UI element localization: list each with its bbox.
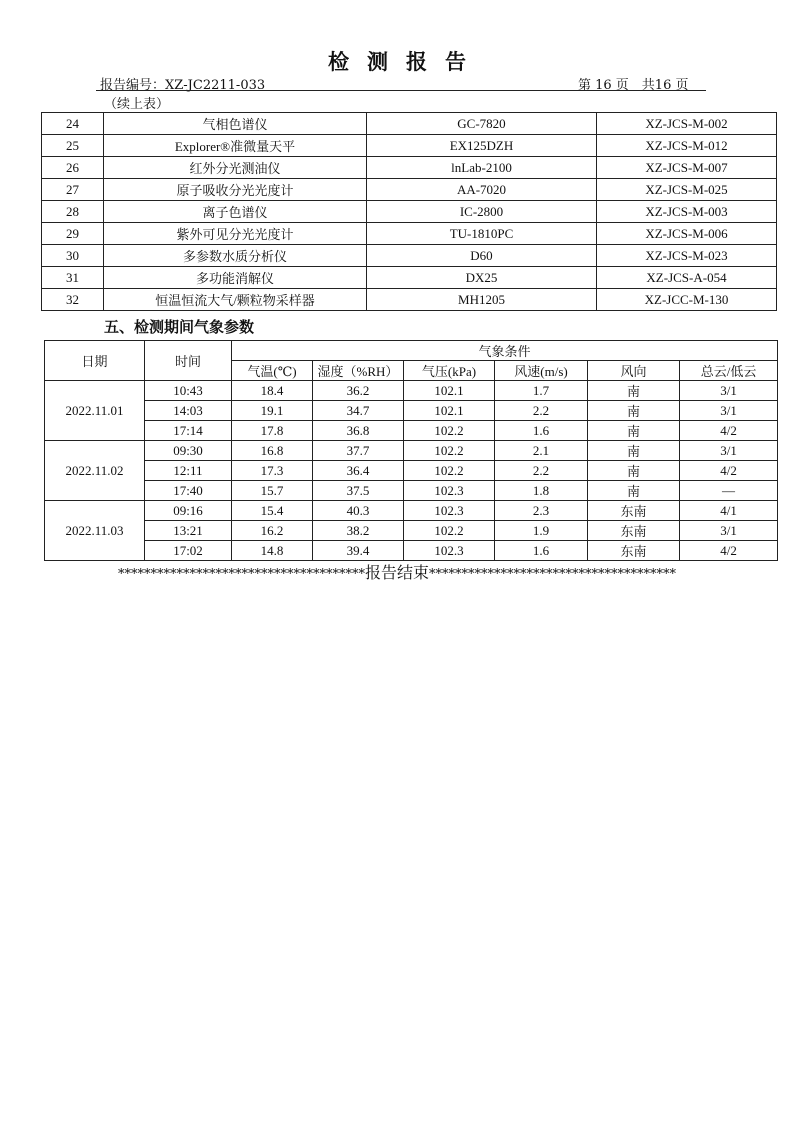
wind-direction-cell: 南	[588, 421, 680, 441]
weather-conditions-header: 气象条件	[232, 341, 778, 361]
equipment-code: XZ-JCS-M-023	[597, 245, 777, 267]
col-wind-speed-header: 风速(m/s)	[495, 361, 588, 381]
equipment-model: AA-7020	[367, 179, 597, 201]
cloud-cover-cell: 3/1	[680, 521, 778, 541]
equipment-name: Explorer®准微量天平	[104, 135, 367, 157]
equipment-model: DX25	[367, 267, 597, 289]
report-number: 报告编号：XZ-JC2211-033	[100, 78, 266, 93]
table-row	[42, 113, 777, 135]
wind-speed-cell: 1.6	[495, 421, 588, 441]
equipment-code: XZ-JCC-M-130	[597, 289, 777, 311]
table-row	[42, 157, 777, 179]
wind-speed-cell: 1.7	[495, 381, 588, 401]
equipment-number: 31	[42, 267, 104, 289]
equipment-table	[41, 112, 777, 311]
date-cell: 2022.11.01	[45, 381, 145, 441]
col-humidity-header: 湿度（%RH）	[313, 361, 404, 381]
table-row	[42, 267, 777, 289]
weather-section-title: 五、检测期间气象参数	[104, 318, 255, 336]
date-cell: 2022.11.02	[45, 441, 145, 501]
equipment-code: XZ-JCS-M-003	[597, 201, 777, 223]
wind-speed-cell: 2.1	[495, 441, 588, 461]
table-row	[42, 223, 777, 245]
equipment-model: lnLab-2100	[367, 157, 597, 179]
equipment-model: IC-2800	[367, 201, 597, 223]
humidity-cell: 38.2	[313, 521, 404, 541]
equipment-code: XZ-JCS-M-012	[597, 135, 777, 157]
pressure-cell: 102.2	[404, 461, 495, 481]
equipment-name: 紫外可见分光光度计	[104, 223, 367, 245]
pressure-cell: 102.2	[404, 521, 495, 541]
table-row	[45, 461, 778, 481]
time-cell: 17:14	[145, 421, 232, 441]
time-cell: 14:03	[145, 401, 232, 421]
table-row	[45, 381, 778, 401]
humidity-cell: 40.3	[313, 501, 404, 521]
wind-speed-cell: 1.6	[495, 541, 588, 561]
temperature-cell: 14.8	[232, 541, 313, 561]
wind-direction-cell: 南	[588, 481, 680, 501]
cloud-cover-cell: 4/1	[680, 501, 778, 521]
pressure-cell: 102.1	[404, 381, 495, 401]
date-cell: 2022.11.03	[45, 501, 145, 561]
cloud-cover-cell: —	[680, 481, 778, 501]
wind-speed-cell: 2.2	[495, 401, 588, 421]
wind-direction-cell: 南	[588, 441, 680, 461]
humidity-cell: 34.7	[313, 401, 404, 421]
equipment-number: 30	[42, 245, 104, 267]
wind-speed-cell: 2.2	[495, 461, 588, 481]
table-row	[42, 201, 777, 223]
time-cell: 13:21	[145, 521, 232, 541]
table-row	[45, 501, 778, 521]
equipment-model: GC-7820	[367, 113, 597, 135]
col-date-header: 日期	[45, 341, 145, 381]
wind-direction-cell: 东南	[588, 541, 680, 561]
equipment-name: 红外分光测油仪	[104, 157, 367, 179]
temperature-cell: 16.2	[232, 521, 313, 541]
wind-direction-cell: 东南	[588, 521, 680, 541]
time-cell: 09:16	[145, 501, 232, 521]
cloud-cover-cell: 4/2	[680, 541, 778, 561]
report-end-line	[0, 560, 794, 583]
wind-direction-cell: 南	[588, 381, 680, 401]
col-pressure-header: 气压(kPa)	[404, 361, 495, 381]
equipment-code: XZ-JCS-M-006	[597, 223, 777, 245]
equipment-name: 多参数水质分析仪	[104, 245, 367, 267]
equipment-model: TU-1810PC	[367, 223, 597, 245]
temperature-cell: 17.8	[232, 421, 313, 441]
equipment-number: 32	[42, 289, 104, 311]
wind-speed-cell: 1.8	[495, 481, 588, 501]
equipment-model: EX125DZH	[367, 135, 597, 157]
table-row	[42, 245, 777, 267]
table-row	[45, 541, 778, 561]
time-cell: 17:40	[145, 481, 232, 501]
weather-table	[44, 340, 778, 561]
continued-label: （续上表）	[104, 97, 170, 112]
humidity-cell: 37.7	[313, 441, 404, 461]
page-number: 第 16 页 共16 页	[578, 78, 689, 93]
time-cell: 12:11	[145, 461, 232, 481]
humidity-cell: 36.8	[313, 421, 404, 441]
humidity-cell: 36.2	[313, 381, 404, 401]
col-time-header: 时间	[145, 341, 232, 381]
table-row	[42, 289, 777, 311]
table-row	[45, 401, 778, 421]
equipment-code: XZ-JCS-M-007	[597, 157, 777, 179]
equipment-number: 25	[42, 135, 104, 157]
equipment-number: 29	[42, 223, 104, 245]
temperature-cell: 15.4	[232, 501, 313, 521]
col-wind-direction-header: 风向	[588, 361, 680, 381]
table-row	[45, 521, 778, 541]
pressure-cell: 102.3	[404, 541, 495, 561]
equipment-name: 多功能消解仪	[104, 267, 367, 289]
cloud-cover-cell: 3/1	[680, 401, 778, 421]
table-row	[45, 481, 778, 501]
equipment-number: 28	[42, 201, 104, 223]
col-cloud-header: 总云/低云	[680, 361, 778, 381]
cloud-cover-cell: 3/1	[680, 441, 778, 461]
wind-speed-cell: 2.3	[495, 501, 588, 521]
equipment-number: 27	[42, 179, 104, 201]
cloud-cover-cell: 4/2	[680, 421, 778, 441]
equipment-name: 原子吸收分光光度计	[104, 179, 367, 201]
time-cell: 09:30	[145, 441, 232, 461]
pressure-cell: 102.2	[404, 441, 495, 461]
temperature-cell: 17.3	[232, 461, 313, 481]
temperature-cell: 19.1	[232, 401, 313, 421]
humidity-cell: 36.4	[313, 461, 404, 481]
humidity-cell: 37.5	[313, 481, 404, 501]
equipment-name: 离子色谱仪	[104, 201, 367, 223]
wind-direction-cell: 南	[588, 461, 680, 481]
equipment-code: XZ-JCS-A-054	[597, 267, 777, 289]
equipment-model: MH1205	[367, 289, 597, 311]
wind-speed-cell: 1.9	[495, 521, 588, 541]
end-stars-right: **************************************	[429, 567, 676, 582]
humidity-cell: 39.4	[313, 541, 404, 561]
time-cell: 17:02	[145, 541, 232, 561]
equipment-model: D60	[367, 245, 597, 267]
time-cell: 10:43	[145, 381, 232, 401]
temperature-cell: 15.7	[232, 481, 313, 501]
wind-direction-cell: 南	[588, 401, 680, 421]
equipment-code: XZ-JCS-M-025	[597, 179, 777, 201]
temperature-cell: 18.4	[232, 381, 313, 401]
wind-direction-cell: 东南	[588, 501, 680, 521]
pressure-cell: 102.3	[404, 481, 495, 501]
equipment-number: 24	[42, 113, 104, 135]
pressure-cell: 102.3	[404, 501, 495, 521]
equipment-code: XZ-JCS-M-002	[597, 113, 777, 135]
cloud-cover-cell: 4/2	[680, 461, 778, 481]
table-row	[42, 135, 777, 157]
equipment-name: 气相色谱仪	[104, 113, 367, 135]
equipment-number: 26	[42, 157, 104, 179]
header-rule	[96, 90, 706, 91]
cloud-cover-cell: 3/1	[680, 381, 778, 401]
pressure-cell: 102.2	[404, 421, 495, 441]
table-row	[42, 179, 777, 201]
col-temperature-header: 气温(℃)	[232, 361, 313, 381]
pressure-cell: 102.1	[404, 401, 495, 421]
report-end-text: 报告结束	[364, 563, 429, 582]
temperature-cell: 16.8	[232, 441, 313, 461]
end-stars-left: **************************************	[117, 567, 365, 582]
table-row	[45, 441, 778, 461]
report-title: 检测报告	[328, 49, 484, 74]
equipment-name: 恒温恒流大气/颗粒物采样器	[104, 289, 367, 311]
table-row	[45, 421, 778, 441]
